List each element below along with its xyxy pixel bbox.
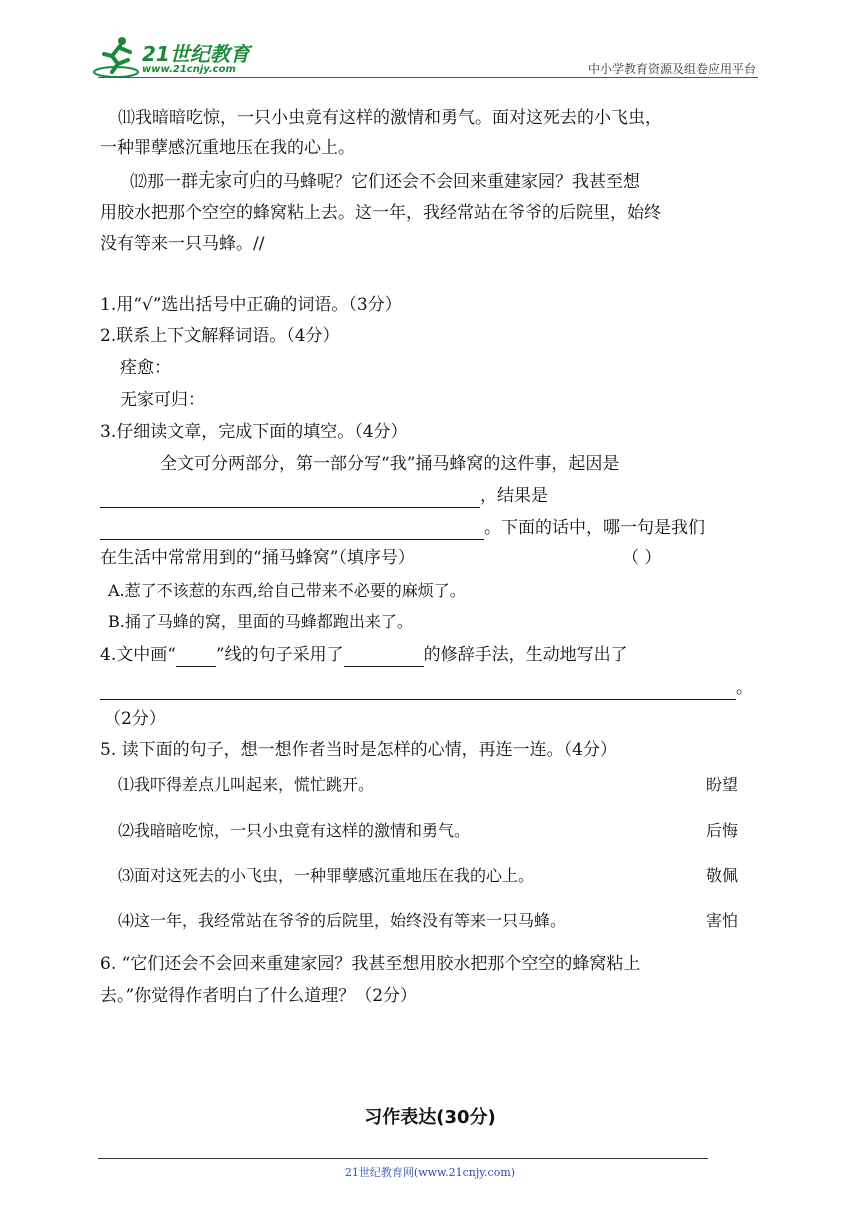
question-1: 1.用“√”选出括号中正确的词语。（3分）	[100, 295, 402, 315]
question-4-score: （2分）	[104, 709, 166, 729]
passage-p12-line1	[130, 170, 640, 194]
option-a: A.惹了不该惹的东西,给自己带来不必要的麻烦了。	[108, 581, 466, 600]
question-3-line3	[100, 516, 705, 540]
answer-blank[interactable]	[344, 646, 424, 667]
match-right-2: 后悔	[706, 821, 739, 840]
match-right-3: 敬佩	[706, 866, 739, 885]
logo-text: 21世纪教育	[142, 42, 250, 66]
passage-p12-line2: 用胶水把那个空空的蜂窝粘上去。这一年，我经常站在爷爷的后院里，始终	[100, 203, 661, 223]
passage-p11-line1: ⑾我暗暗吃惊，一只小虫竟有这样的激情和勇气。面对这死去的小飞虫，	[118, 108, 662, 128]
answer-blank[interactable]	[100, 485, 480, 508]
question-2-item-a: 痊愈：	[120, 358, 171, 378]
answer-parentheses[interactable]: （ ）	[622, 548, 662, 568]
q3-l2-text: ，结果是	[480, 486, 548, 506]
match-left-1: ⑴我吓得差点儿叫起来，慌忙跳开。	[118, 775, 375, 794]
question-2-item-b: 无家可归：	[120, 390, 205, 410]
question-4	[100, 643, 628, 667]
logo	[92, 34, 262, 80]
q3-l3-text: 。下面的话中，哪一句是我们	[484, 518, 705, 538]
match-left-4: ⑷这一年，我经常站在爷爷的后院里，始终没有等来一只马蜂。	[118, 911, 567, 930]
q4-end: 。	[736, 678, 753, 698]
match-right-4: 害怕	[706, 911, 739, 930]
question-3: 3.仔细读文章，完成下面的填空。（4分）	[100, 422, 408, 442]
question-3-line1: 全文可分两部分，第一部分写“我”捅马蜂窝的这件事，起因是	[160, 454, 620, 474]
match-left-3: ⑶面对这死去的小飞虫，一种罪孽感沉重地压在我的心上。	[118, 866, 535, 885]
footer-text: 21世纪教育网(www.21cnjy.com)	[344, 1166, 516, 1179]
question-6-line2: 去。”你觉得作者明白了什么道理？（2分）	[100, 986, 418, 1006]
q4-text-a: 4.文中画“	[100, 645, 176, 665]
question-4-line2	[100, 676, 753, 700]
q4-text-b: ”线的句子采用了	[215, 645, 344, 665]
dotted-char: 可	[232, 172, 249, 192]
q4-text-c: 的修辞手法，生动地写出了	[423, 645, 628, 665]
answer-blank[interactable]	[100, 677, 736, 700]
logo-url: www.21cnjy.com	[142, 64, 236, 75]
match-left-2: ⑵我暗暗吃惊，一只小虫竟有这样的激情和勇气。	[118, 821, 471, 840]
passage-p11-line2: 一种罪孽感沉重地压在我的心上。	[100, 138, 355, 158]
match-right-1: 盼望	[706, 775, 739, 794]
p12-text-a: ⑿那一群	[130, 172, 198, 192]
question-3-line4: 在生活中常常用到的“捅马蜂窝”（填序号）	[100, 548, 415, 568]
underline-sample	[176, 646, 216, 667]
question-6-line1: 6. “它们还会不会回来重建家园？我甚至想用胶水把那个空空的蜂窝粘上	[100, 954, 641, 974]
passage-p12-line3: 没有等来一只马蜂。//	[100, 234, 265, 254]
answer-blank[interactable]	[100, 517, 484, 540]
dotted-char: 家	[215, 172, 232, 192]
section-title: 习作表达(30分)	[364, 1107, 496, 1128]
runner-icon	[92, 34, 140, 80]
header-platform-text: 中小学教育资源及组卷应用平台	[587, 62, 756, 76]
footer-divider	[98, 1158, 708, 1159]
question-2: 2.联系上下文解释词语。（4分）	[100, 326, 340, 346]
question-3-line2	[100, 484, 548, 508]
option-b: B.捅了马蜂的窝，里面的马蜂都跑出来了。	[108, 612, 413, 631]
dotted-char: 无	[198, 172, 215, 192]
header-divider	[98, 77, 758, 78]
question-5: 5. 读下面的句子，想一想作者当时是怎样的心情，再连一连。（4分）	[100, 740, 617, 760]
p12-text-b: 的马蜂呢？它们还会不会回来重建家园？我甚至想	[266, 172, 640, 192]
dotted-char: 归	[249, 172, 266, 192]
